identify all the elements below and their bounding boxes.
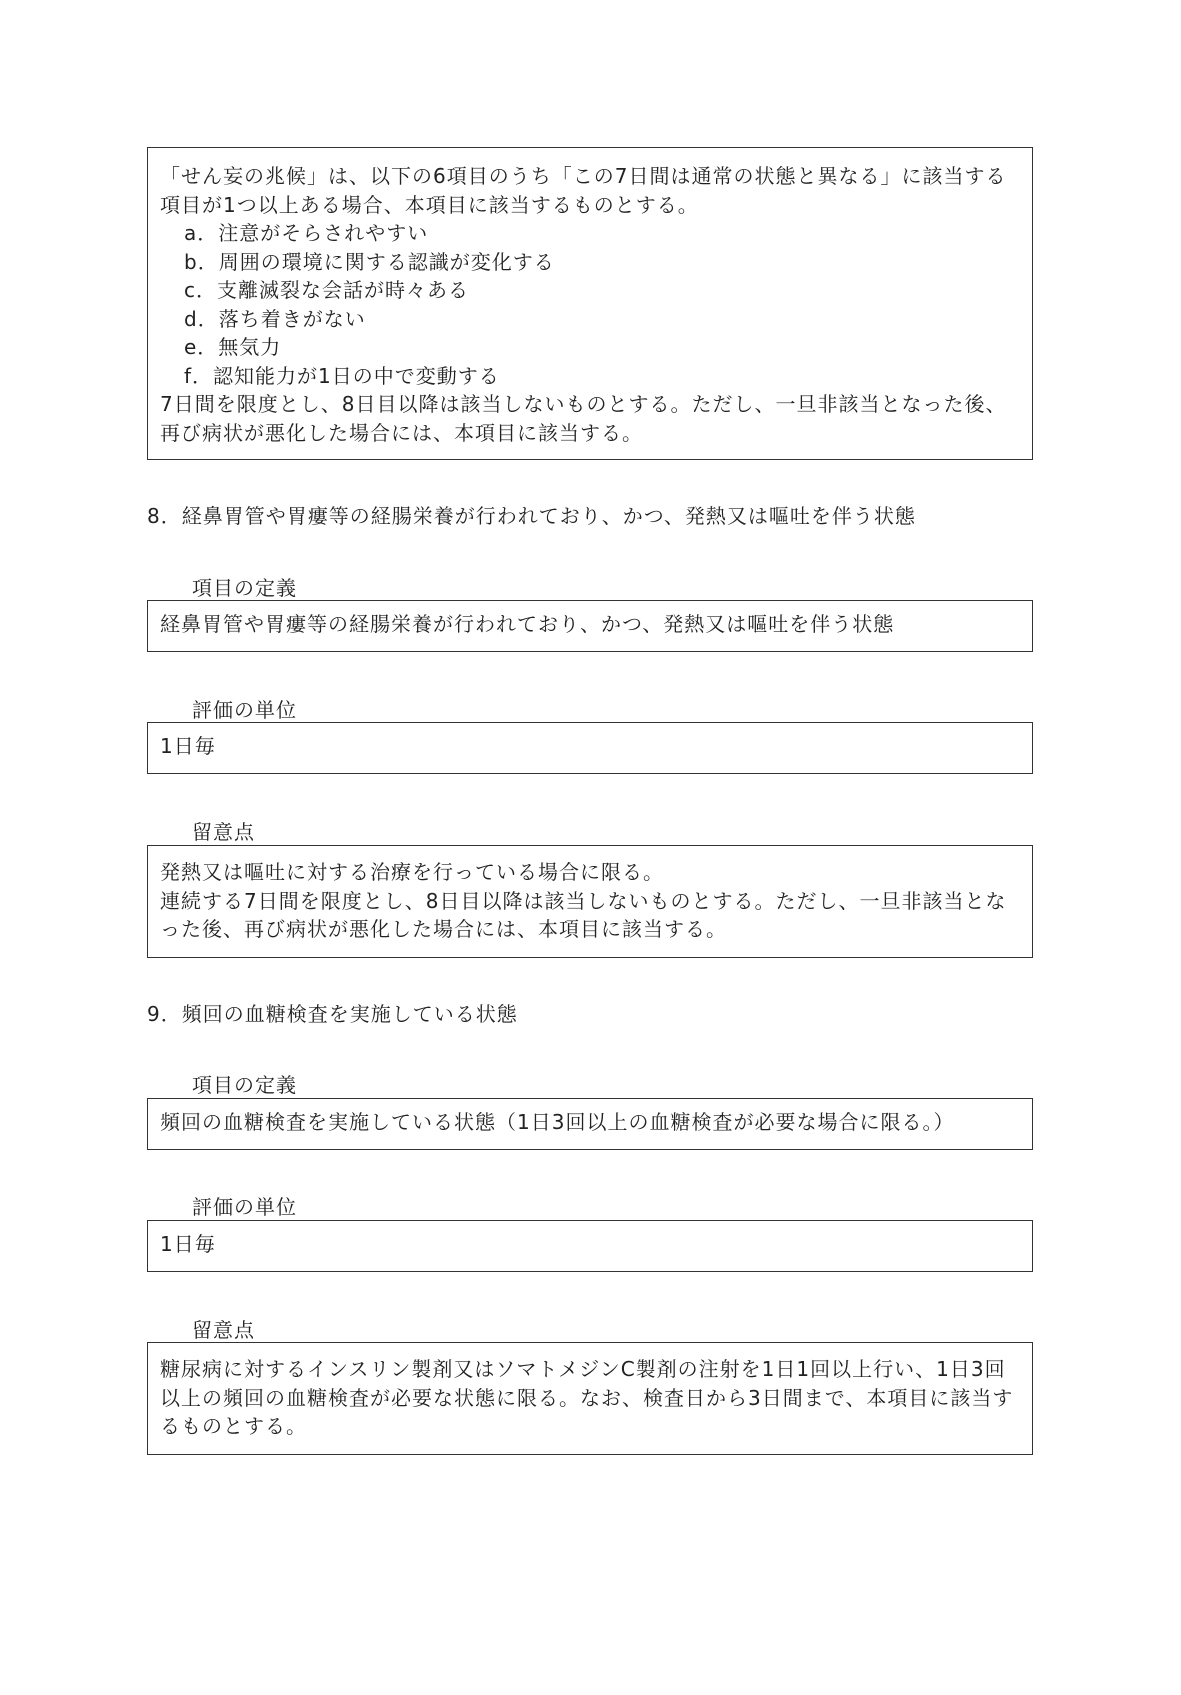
delirium-item-c: c．支離滅裂な会話が時々ある: [184, 278, 469, 302]
section8-notes-line1: 発熱又は嘔吐に対する治療を行っている場合に限る。: [160, 860, 664, 884]
section8-notes-box: [147, 845, 1033, 958]
delirium-closing: 7日間を限度とし、8日目以降は該当しないものとする。ただし、一旦非該当となった後、再び病状が悪化した場合には、本項目に該当する。: [160, 392, 1007, 445]
section9-unit-text: 1日毎: [160, 1232, 216, 1256]
section8-unit-text: 1日毎: [160, 734, 216, 758]
section8-heading: 8．経鼻胃管や胃瘻等の経腸栄養が行われており、かつ、発熱又は嘔吐を伴う状態: [147, 504, 916, 528]
section9-heading: 9．頻回の血糖検査を実施している状態: [147, 1002, 518, 1026]
delirium-item-f: f．認知能力が1日の中で変動する: [184, 363, 500, 388]
delirium-intro: 「せん妄の兆候」は、以下の6項目のうち「この7日間は通常の状態と異なる」に該当する項目が1つ以上ある場合、本項目に該当するものとする。: [160, 164, 1007, 217]
section8-unit-box: [147, 722, 1033, 774]
section8-notes-line2: 連続する7日間を限度とし、8日目以降は該当しないものとする。ただし、一旦非該当となった後、再び病状が悪化した場合には、本項目に該当する。: [160, 888, 1007, 941]
delirium-item-d: d．落ち着きがない: [184, 306, 366, 331]
section9-definition-label: 項目の定義: [192, 1073, 297, 1097]
section9-notes-text: 糖尿病に対するインスリン製剤又はソマトメジンC製剤の注射を1日1回以上行い、1日3回以上の頻回の血糖検査が必要な状態に限る。なお、検査日から3日間まで、本項目に該当するものとする。: [160, 1357, 1014, 1438]
section8-definition-label: 項目の定義: [192, 576, 297, 600]
delirium-criteria-box: [147, 147, 1033, 460]
section8-unit-label: 評価の単位: [192, 698, 297, 722]
section9-notes-box: [147, 1342, 1033, 1455]
section9-definition-text: 頻回の血糖検査を実施している状態（1日3回以上の血糖検査が必要な場合に限る。）: [160, 1110, 955, 1134]
section9-definition-box: [147, 1098, 1033, 1150]
delirium-item-e: e．無気力: [184, 335, 282, 359]
section9-unit-box: [147, 1220, 1033, 1272]
section8-definition-text: 経鼻胃管や胃瘻等の経腸栄養が行われており、かつ、発熱又は嘔吐を伴う状態: [160, 612, 895, 636]
section8-notes-label: 留意点: [192, 820, 255, 844]
delirium-item-b: b．周囲の環境に関する認識が変化する: [184, 249, 555, 274]
section9-notes-label: 留意点: [192, 1318, 255, 1342]
delirium-item-a: a．注意がそらされやすい: [184, 221, 429, 245]
section8-definition-box: [147, 600, 1033, 652]
section9-unit-label: 評価の単位: [192, 1195, 297, 1219]
